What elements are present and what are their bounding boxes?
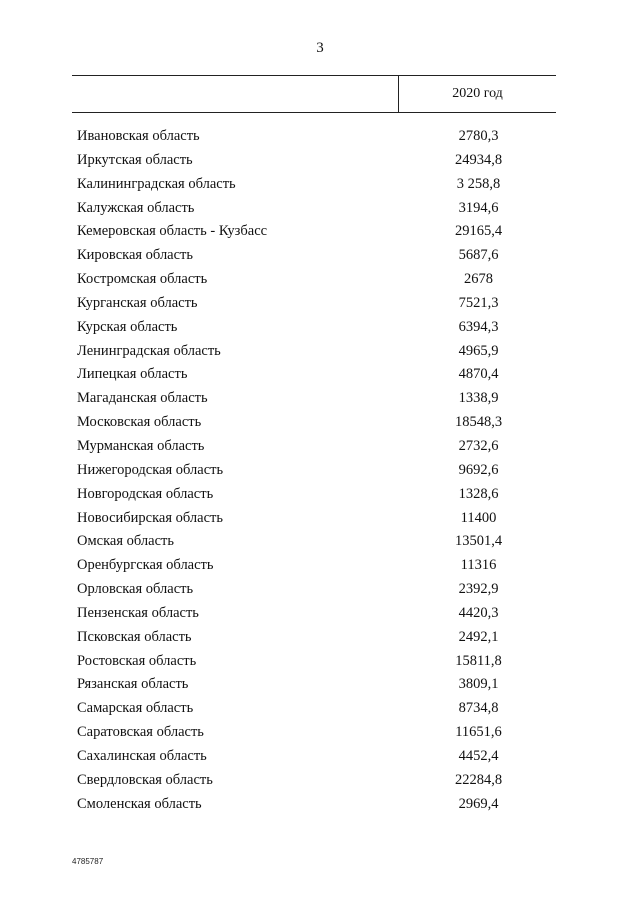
- region-value: 22284,8: [454, 771, 503, 788]
- region-value: 3 258,8: [456, 175, 501, 192]
- column-header-year: 2020 год: [452, 86, 503, 101]
- region-name: Магаданская область: [77, 390, 208, 407]
- region-value: 1328,6: [458, 485, 499, 502]
- region-value: 7521,3: [458, 294, 499, 311]
- region-name: Иркутская область: [77, 151, 193, 168]
- region-value: 3194,6: [458, 199, 499, 216]
- table-row: [0, 460, 640, 484]
- table-row: [0, 794, 640, 818]
- region-name: Новосибирская область: [77, 509, 223, 526]
- region-name: Кировская область: [77, 247, 194, 264]
- table-row: [0, 746, 640, 770]
- table-row: [0, 388, 640, 412]
- region-name: Псковская область: [77, 628, 192, 645]
- table-row: [0, 221, 640, 245]
- region-value: 4870,4: [458, 366, 499, 383]
- region-name: Самарская область: [77, 700, 194, 717]
- table-row: [0, 698, 640, 722]
- table-header: [72, 75, 556, 113]
- table-row: [0, 150, 640, 174]
- region-name: Курганская область: [77, 294, 198, 311]
- region-name: Смоленская область: [77, 795, 202, 812]
- table-row: [0, 674, 640, 698]
- region-value: 2969,4: [458, 795, 499, 812]
- region-name: Сахалинская область: [77, 747, 207, 764]
- table-body: [0, 126, 640, 817]
- region-name: Омская область: [77, 533, 174, 550]
- region-value: 4452,4: [458, 747, 499, 764]
- region-name: Новгородская область: [77, 485, 214, 502]
- table-row: [0, 436, 640, 460]
- region-name: Пензенская область: [77, 604, 199, 621]
- region-value: 18548,3: [454, 414, 503, 431]
- region-name: Нижегородская область: [77, 461, 224, 478]
- region-name: Саратовская область: [77, 724, 204, 741]
- region-name: Свердловская область: [77, 771, 213, 788]
- region-value: 29165,4: [454, 223, 503, 240]
- region-name: Орловская область: [77, 581, 194, 598]
- table-row: [0, 555, 640, 579]
- region-value: 4420,3: [458, 604, 499, 621]
- table-row: [0, 722, 640, 746]
- table-row: [0, 412, 640, 436]
- region-name: Костромская область: [77, 271, 208, 288]
- region-name: Мурманская область: [77, 437, 205, 454]
- table-row: [0, 579, 640, 603]
- table-row: [0, 627, 640, 651]
- region-name: Липецкая область: [77, 366, 188, 383]
- region-value: 11400: [460, 509, 497, 526]
- region-name: Оренбургская область: [77, 557, 214, 574]
- region-value: 4965,9: [458, 342, 499, 359]
- region-name: Ивановская область: [77, 128, 200, 144]
- region-value: 13501,4: [454, 533, 503, 550]
- region-value: 9692,6: [458, 461, 499, 478]
- document-id: 4785787: [72, 857, 104, 866]
- table-row: [0, 126, 640, 150]
- region-name: Калужская область: [77, 199, 195, 216]
- page-number: 3: [316, 40, 324, 56]
- region-name: Кемеровская область - Кузбасс: [77, 223, 268, 240]
- table-row: [0, 269, 640, 293]
- region-value: 2492,1: [458, 628, 499, 645]
- region-value: 24934,8: [454, 151, 503, 168]
- region-value: 2392,9: [458, 581, 499, 598]
- region-name: Калининградская область: [77, 175, 236, 192]
- table-row: [0, 508, 640, 532]
- region-value: 11316: [460, 557, 497, 574]
- region-value: 2732,6: [458, 437, 499, 454]
- region-value: 3809,1: [458, 676, 499, 693]
- table-row: [0, 484, 640, 508]
- region-name: Ленинградская область: [77, 342, 221, 359]
- table-row: [0, 317, 640, 341]
- region-value: 2780,3: [458, 128, 499, 144]
- table-row: [0, 174, 640, 198]
- region-value: 2678: [464, 271, 493, 288]
- table-row: [0, 651, 640, 675]
- region-name: Московская область: [77, 414, 202, 431]
- table-row: [0, 198, 640, 222]
- table-row: [0, 341, 640, 365]
- region-value: 8734,8: [458, 700, 499, 717]
- region-name: Рязанская область: [77, 676, 189, 693]
- table-row: [0, 245, 640, 269]
- table-row: [0, 603, 640, 627]
- table-row: [0, 364, 640, 388]
- region-value: 5687,6: [458, 247, 499, 264]
- region-value: 15811,8: [455, 652, 502, 669]
- table-row: [0, 770, 640, 794]
- region-name: Курская область: [77, 318, 178, 335]
- region-value: 11651,6: [455, 724, 502, 741]
- table-row: [0, 531, 640, 555]
- region-name: Ростовская область: [77, 652, 197, 669]
- region-value: 1338,9: [458, 390, 499, 407]
- region-value: 6394,3: [458, 318, 499, 335]
- table-row: [0, 293, 640, 317]
